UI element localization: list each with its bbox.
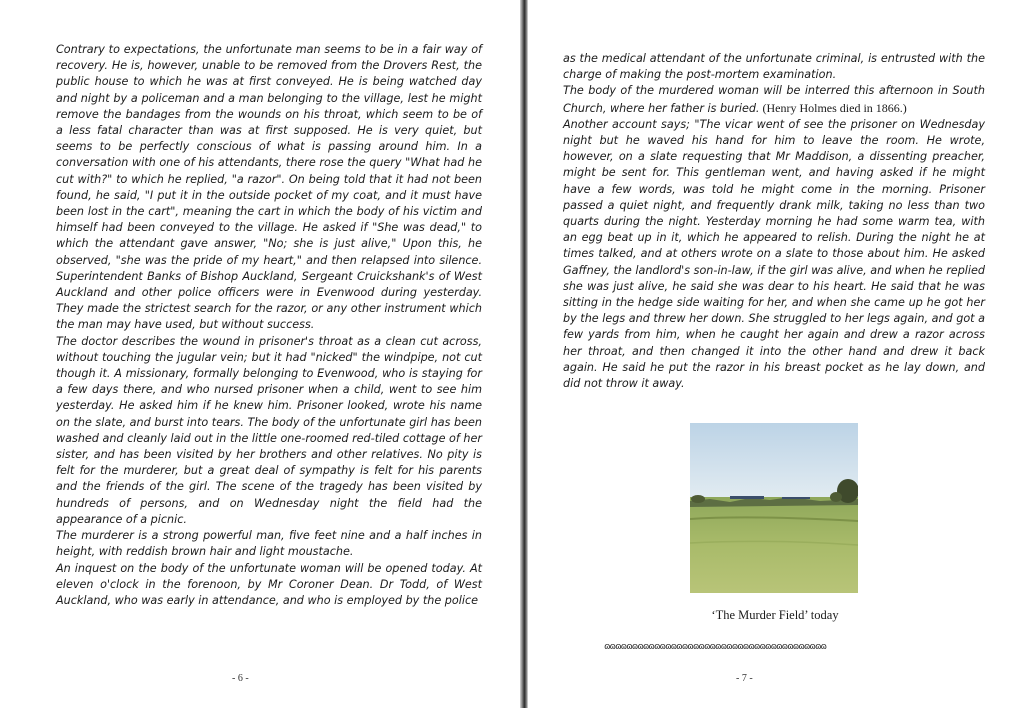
page-number-left: - 6 - (232, 673, 249, 684)
paragraph: The murderer is a strong powerful man, five feet nine and a half inches in height, with reddish brown hair and light moustache. (56, 529, 482, 559)
photo-caption: ‘The Murder Field’ today (711, 608, 839, 622)
page-number-right: - 7 - (736, 673, 753, 684)
field-landscape-image (690, 423, 858, 593)
decorative-divider: ɷɷɷɷɷɷɷɷɷɷɷɷɷɷɷɷɷɷɷɷɷɷɷɷɷɷɷɷɷɷɷɷɷɷɷɷɷɷɷɷ (604, 642, 827, 652)
left-page-text (56, 42, 482, 609)
paragraph: An inquest on the body of the unfortunate woman will be opened today. At eleven o'clock in the forenoon, by Mr Coroner Dean. Dr Todd, of West Auckland, who was early in attendance, and who is employed by the police (56, 561, 482, 607)
book-gutter (520, 0, 528, 708)
paragraph (563, 83, 985, 116)
paragraph: as the medical attendant of the unfortunate criminal, is entrusted with the charge of making the post-mortem examination. (563, 52, 985, 82)
right-page-text (563, 51, 985, 392)
paragraph-main: The body of the murdered woman will be interred this afternoon in South Church, where her father is buried. (563, 84, 985, 115)
paragraph: Contrary to expectations, the unfortunate man seems to be in a fair way of recovery. He is, however, unable to be removed from the Drovers Rest, the public house to which he was at first conveyed. He is being watched day and night by a policeman and a man belonging to the village, lest he might remove the bandages from the wounds on his throat, which seem to be of a less fatal character than was at first supposed. He is very quiet, but seems to be perfectly conscious of what is passing around him. In a conversation with one of his attendants, there rose the query "What had he cut with?" to which he replied, "a razor". On being told that it had not been found, he said, "I put it in the outside pocket of my coat, and it must have been lost in the cart", meaning the cart in which the body of his victim and himself had been conveyed to the village. He asked if "She was dead," to which the attendant gave answer, "No; she is just alive," Upon this, he observed, "she was the pride of my heart," and then relapsed into silence. Superintendent Banks of Bishop Auckland, Sergeant Cruickshank's of West Auckland and other police officers were in Evenwood during yesterday. They made the strictest search for the razor, or any other instrument which the man may have used, but without success. (56, 43, 482, 332)
paragraph: The doctor describes the wound in prisoner's throat as a clean cut across, without touching the jugular vein; but it had "nicked" the windpipe, not cut though it. A missionary, formally belonging to Evenwood, who is staying for a few days there, and who nursed prisoner when a child, went to see him yesterday. He asked him if he knew him. Prisoner looked, wrote his name on the slate, and burst into tears. The body of the unfortunate girl has been washed and cleanly laid out in the little one-roomed red-tiled cottage of her sister, and has been visited by her brothers and other relatives. No pity is felt for the murderer, but a great deal of sympathy is felt for his parents and the friends of the girl. The scene of the tragedy has been visited by hundreds of persons, and on Wednesday night the field had the appearance of a picnic. (56, 334, 482, 526)
murder-field-photo (690, 423, 858, 593)
date-note: (Henry Holmes died in 1866.) (759, 100, 907, 115)
paragraph: Another account says; "The vicar went of see the prisoner on Wednesday night but he waved his hand for him to leave the room. He wrote, however, on a slate requesting that Mr Maddison, a dissenting preacher, might be sent for. This gentleman went, and having asked if he might have a few words, was told he might come in the morning. Prisoner passed a quiet night, and frequently drank milk, taking no less than two quarts during the night. Yesterday morning he had some warm tea, with an egg beat up in it, which he appeared to relish. During the night he at times talked, and at others wrote on a slate to those about him. He asked Gaffney, the landlord's son-in-law, if the girl was alive, and when he replied she was just alive, he said she was dear to his heart. He said that he was sitting in the hedge side waiting for her, and when she came up he got her by the legs and threw her down. She struggled to her legs again, and got a few yards from him, when he caught her again and drew a razor across her throat, and then changed it into the other hand and drew it back again. He said he put the razor in his breast pocket as he lay down, and did not throw it away. (563, 117, 985, 391)
